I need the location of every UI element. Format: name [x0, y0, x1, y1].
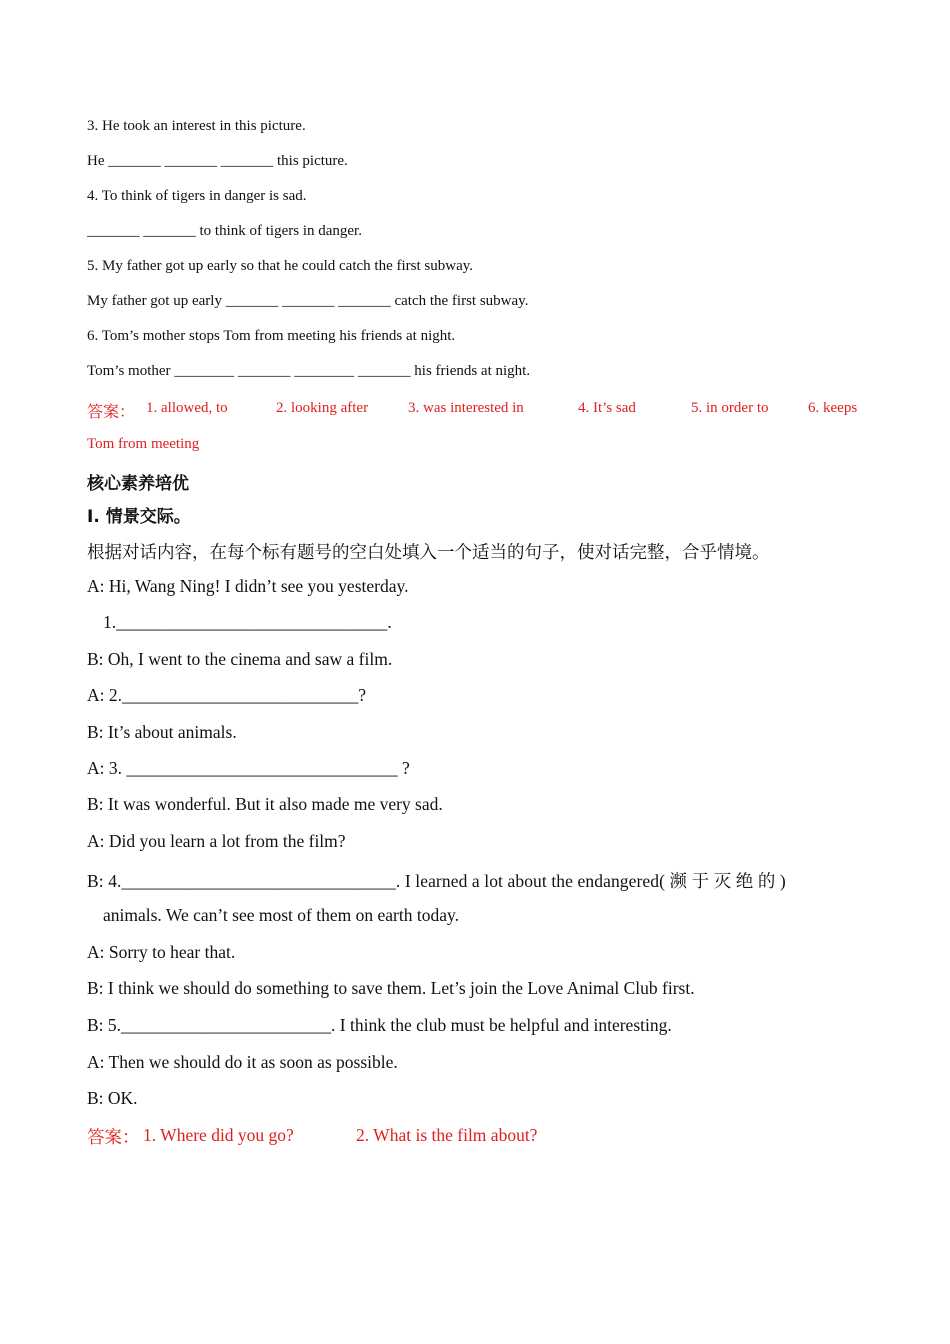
question-4: 4. To think of tigers in danger is sad.: [87, 188, 307, 204]
dialogue-line: B: 5.________________________. I think the club must be helpful and interesting.: [87, 1015, 672, 1035]
sub-title: I. 情景交际。: [87, 507, 191, 527]
answer-item: 5. in order to: [691, 400, 769, 416]
answer-item: 2. looking after: [276, 400, 369, 416]
dialogue-line: 1._______________________________.: [103, 612, 392, 632]
dialogue-line: A: Hi, Wang Ning! I didn’t see you yesterday.: [87, 576, 409, 596]
answer-continuation: Tom from meeting: [87, 436, 200, 452]
answer-label: 答案：: [87, 404, 136, 421]
dialogue-line: A: Sorry to hear that.: [87, 942, 236, 962]
answer-item: 6. keeps: [808, 400, 858, 416]
answer-label: 答案：: [87, 1127, 140, 1147]
dialogue-line: B: 4._______________________________. I learned a lot about the endangered( 濒 于 灭 绝 的 ): [87, 871, 786, 891]
answer-item: 4. It’s sad: [578, 400, 636, 416]
dialogue-line: A: 2.___________________________?: [87, 685, 367, 705]
dialogue-line: B: OK.: [87, 1088, 138, 1108]
dialogue-line: B: Oh, I went to the cinema and saw a film.: [87, 649, 393, 669]
dialogue-line: animals. We can’t see most of them on earth today.: [103, 905, 459, 925]
dialogue-line: B: It was wonderful. But it also made me very sad.: [87, 794, 443, 814]
question-6: 6. Tom’s mother stops Tom from meeting his friends at night.: [87, 328, 456, 344]
answer-item: 1. Where did you go?: [143, 1125, 294, 1145]
question-5: 5. My father got up early so that he could catch the first subway.: [87, 258, 474, 274]
dialogue-line: B: I think we should do something to save them. Let’s join the Love Animal Club first.: [87, 978, 695, 998]
answer-item: 2. What is the film about?: [356, 1125, 538, 1145]
answer-item: 3. was interested in: [408, 400, 524, 416]
question-6-blank: Tom’s mother ________ _______ ________ _______ his friends at night.: [87, 363, 531, 379]
question-4-blank: _______ _______ to think of tigers in danger.: [87, 223, 362, 239]
instruction: 根据对话内容，在每个标有题号的空白处填入一个适当的句子，使对话完整，合乎情境。: [87, 543, 770, 563]
question-3: 3. He took an interest in this picture.: [87, 118, 306, 134]
dialogue-line: A: Did you learn a lot from the film?: [87, 831, 346, 851]
section-title: 核心素养培优: [87, 474, 189, 494]
question-3-blank: He _______ _______ _______ this picture.: [87, 153, 348, 169]
answer-item: 1. allowed, to: [146, 400, 228, 416]
dialogue-line: B: It’s about animals.: [87, 722, 237, 742]
dialogue-line: A: Then we should do it as soon as possible.: [87, 1052, 398, 1072]
dialogue-line: A: 3. _______________________________ ?: [87, 758, 410, 778]
question-5-blank: My father got up early _______ _______ _______ catch the first subway.: [87, 293, 529, 309]
